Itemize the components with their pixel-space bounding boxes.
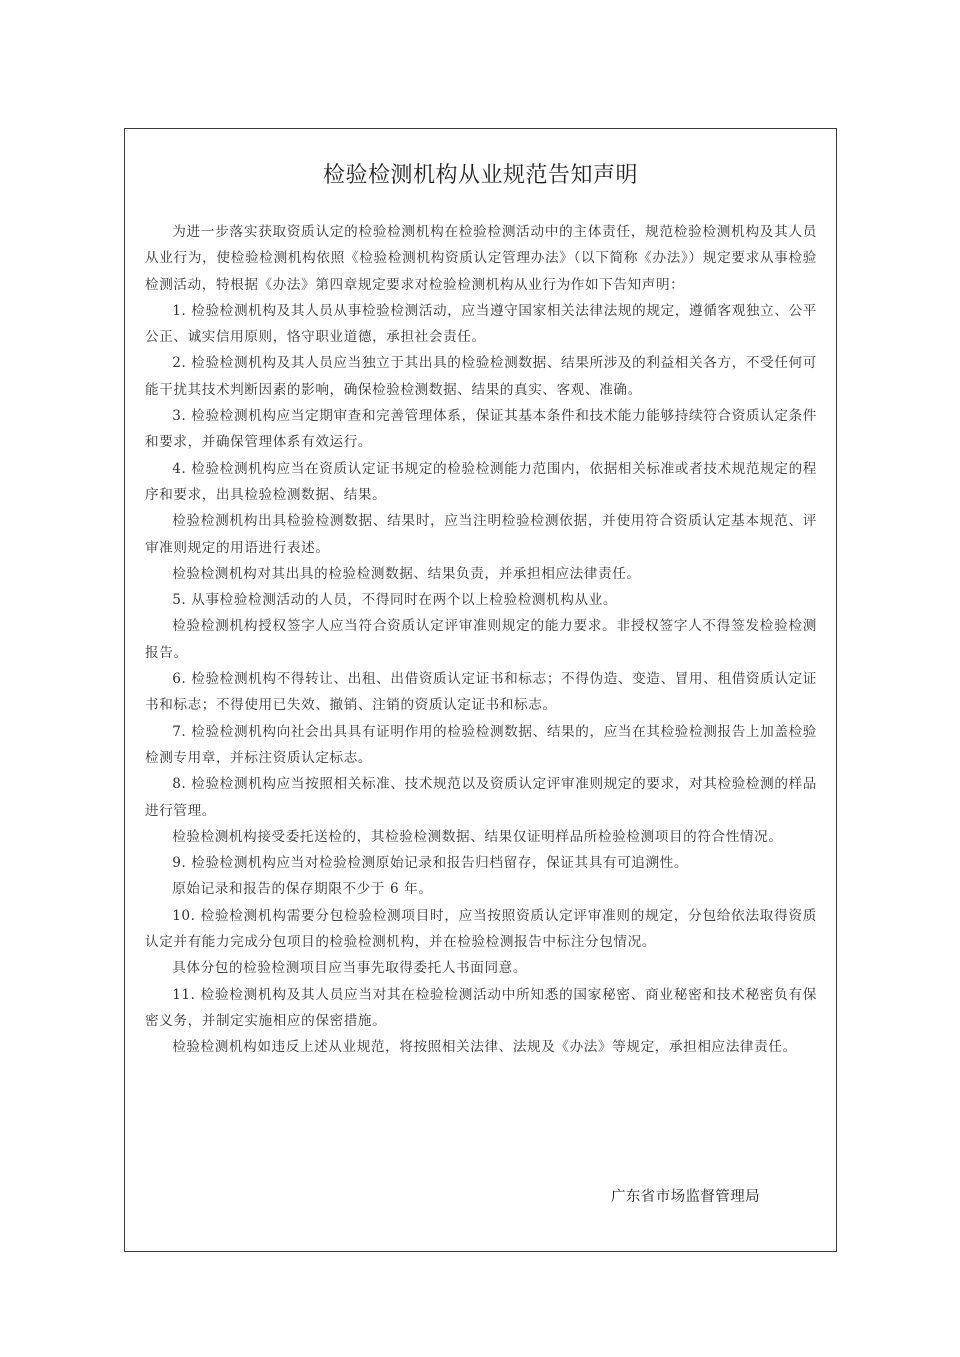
issuer-signature: 广东省市场监督管理局 xyxy=(611,1189,760,1205)
paragraph-item-7: 7. 检验检测机构向社会出具具有证明作用的检验检测数据、结果的，应当在其检验检测报告上加盖检验检测专用章，并标注资质认定标志。 xyxy=(145,723,817,766)
paragraph-item-4-note-1: 检验检测机构出具检验检测数据、结果时，应当注明检验检测依据，并使用符合资质认定基本规范、评审准则规定的用语进行表述。 xyxy=(145,513,817,556)
paragraph-item-8: 8. 检验检测机构应当按照相关标准、技术规范以及资质认定评审准则规定的要求，对其检验检测的样品进行管理。 xyxy=(145,776,817,819)
paragraph-closing: 检验检测机构如违反上述从业规范，将按照相关法律、法规及《办法》等规定，承担相应法律责任。 xyxy=(172,1039,797,1056)
paragraph-item-5: 5. 从事检验检测活动的人员，不得同时在两个以上检验检测机构从业。 xyxy=(172,592,618,609)
document-body xyxy=(145,219,817,1061)
paragraph-item-9: 9. 检验检测机构应当对检验检测原始记录和报告归档留存，保证其具有可追溯性。 xyxy=(172,855,689,872)
paragraph-item-10-note: 具体分包的检验检测项目应当事先取得委托人书面同意。 xyxy=(172,960,528,977)
paragraph-item-10: 10. 检验检测机构需要分包检验检测项目时，应当按照资质认定评审准则的规定，分包给依法取得资质认定并有能力完成分包项目的检验检测机构，并在检验检测报告中标注分包情况。 xyxy=(145,907,817,951)
document-title: 检验检测机构从业规范告知声明 xyxy=(322,163,638,188)
paragraph-item-4: 4. 检验检测机构应当在资质认定证书规定的检验检测能力范围内，依据相关标准或者技术规范规定的程序和要求，出具检验检测数据、结果。 xyxy=(145,460,817,503)
paragraph-item-2: 2. 检验检测机构及其人员应当独立于其出具的检验检测数据、结果所涉及的利益相关各方，不受任何可能干扰其技术判断因素的影响，确保检验检测数据、结果的真实、客观、准确。 xyxy=(145,355,817,398)
paragraph-item-8-note: 检验检测机构接受委托送检的，其检验检测数据、结果仅证明样品所检验检测项目的符合性情况。 xyxy=(172,828,783,845)
paragraph-item-1: 1. 检验检测机构及其人员从事检验检测活动，应当遵守国家相关法律法规的规定，遵循客观独立、公平公正、诚实信用原则，恪守职业道德，承担社会责任。 xyxy=(145,302,817,346)
paragraph-item-11: 11. 检验检测机构及其人员应当对其在检验检测活动中所知悉的国家秘密、商业秘密和技术秘密负有保密义务，并制定实施相应的保密措施。 xyxy=(145,986,817,1029)
paragraph-item-6: 6. 检验检测机构不得转让、出租、出借资质认定证书和标志；不得伪造、变造、冒用、租借资质认定证书和标志；不得使用已失效、撤销、注销的资质认定证书和标志。 xyxy=(145,671,817,714)
paragraph-intro: 为进一步落实获取资质认定的检验检测机构在检验检测活动中的主体责任，规范检验检测机构及其人员从业行为，使检验检测机构依照《检验检测机构资质认定管理办法》（以下简称《办法》）规定要求从事检验检测活动，特根据《办法》第四章规定要求对检验检测机构从业行为作如下告知声明： xyxy=(145,224,817,293)
paragraph-item-9-note: 原始记录和报告的保存期限不少于 6 年。 xyxy=(172,881,433,898)
paragraph-item-3: 3. 检验检测机构应当定期审查和完善管理体系，保证其基本条件和技术能力能够持续符合资质认定条件和要求，并确保管理体系有效运行。 xyxy=(145,408,817,451)
paragraph-item-4-note-2: 检验检测机构对其出具的检验检测数据、结果负责，并承担相应法律责任。 xyxy=(172,565,641,582)
paragraph-item-5-note: 检验检测机构授权签字人应当符合资质认定评审准则规定的能力要求。非授权签字人不得签发检验检测报告。 xyxy=(145,618,817,661)
